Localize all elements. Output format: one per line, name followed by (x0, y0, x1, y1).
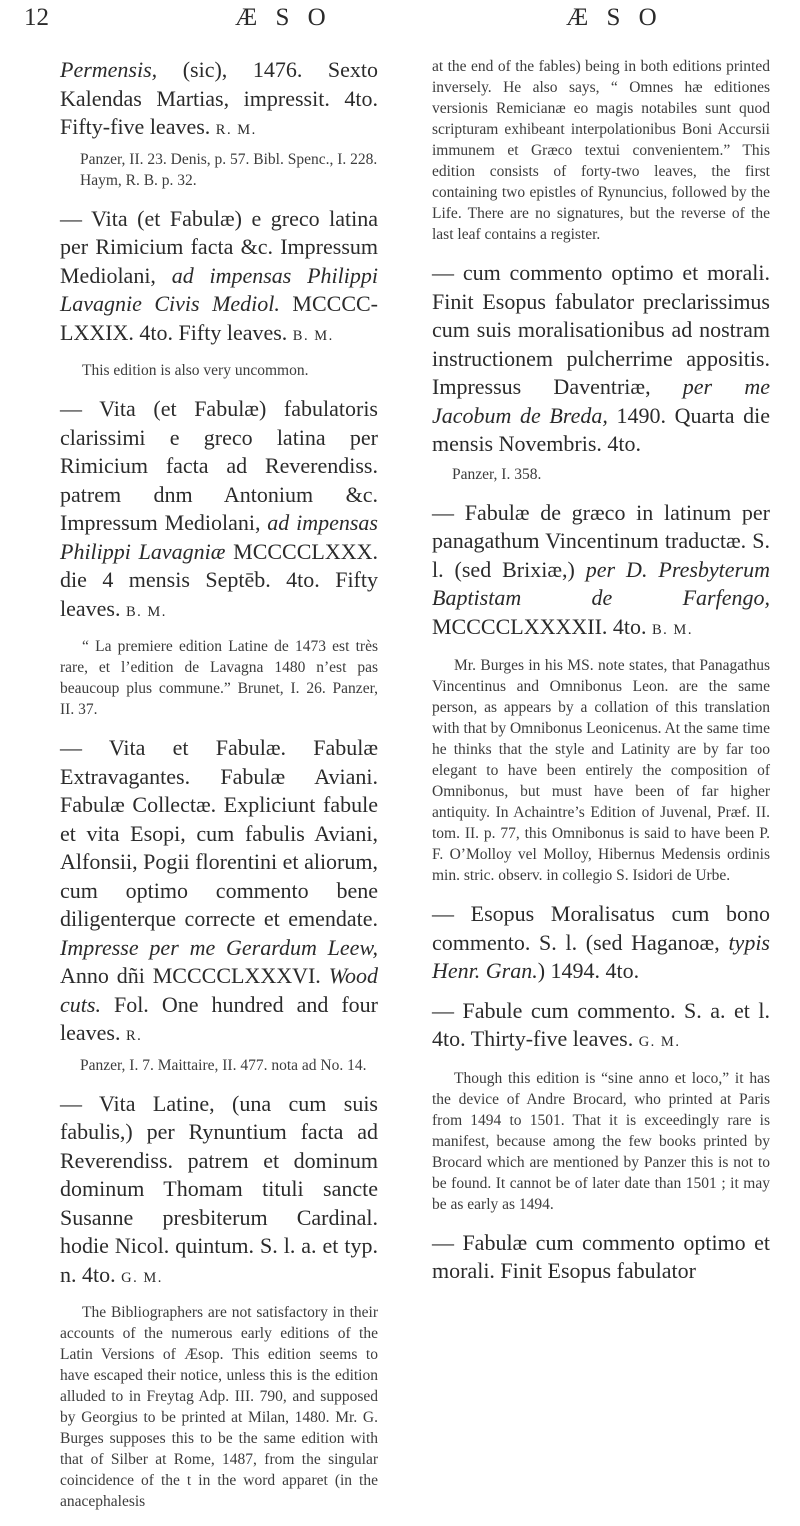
entry-printer: typis Henr. Gran. (432, 929, 770, 983)
library-mark: B. M. (652, 621, 693, 638)
entry-permensis (60, 56, 378, 145)
entry-text: — Fabule cum commento. S. a. et l. 4to. Thirty-five leaves. (432, 997, 770, 1051)
entry-text: — cum commento optimo et morali. Finit Esopus fabulator preclarissimus cum suis moralisationibus ad nostram instructionem pulcherrime appositis. Impressus Daventriæ, (432, 260, 770, 399)
entry-printer: Impresse per me Gerardum Leew, (60, 934, 378, 960)
entry-text-tail: Fol. One hundred and four leaves. (60, 991, 378, 1045)
entry-text-tail: MCCCCLXXXXII. 4to. (432, 613, 653, 639)
entry-fabulae-panagathum-1492 (432, 499, 770, 645)
entry-printer: per me Jacobum de Breda, (432, 374, 770, 428)
entry-text: — Fabulæ cum commento optimo et morali. Finit Esopus fabulator (432, 1229, 770, 1283)
entry-text: (sic), 1476. Sexto Kalendas Martias, impressit. 4to. Fifty-five leaves. (60, 57, 378, 139)
left-column (60, 56, 378, 1526)
entry-text: — Vita Latine, (una cum suis fabulis,) per Rynuntium facta ad Reverendiss. patrem et dominum dominum Thomam tituli sancte Susanne presbiterum Cardinal. hodie Nicol. quintum. S. l. a. et typ. n. 4to. (60, 1090, 378, 1287)
entry-text-tail: MCCCCLXXX. die 4 mensis Septēb. 4to. Fifty leaves. (60, 538, 378, 621)
entry-text-tail: MCCCC-LXXIX. 4to. Fifty leaves. (60, 291, 378, 345)
entry-vita-rimicium-1480 (60, 395, 378, 626)
bibliographic-references: Panzer, II. 23. Denis, p. 57. Bibl. Spenc., I. 228. Haym, R. B. p. 32. (80, 150, 378, 189)
library-mark: R. (125, 1028, 143, 1044)
entry-note: “ La premiere edition Latine de 1473 est très rare, et l’edition de Lavagna 1480 n’est pas beaucoup plus commune.” Brunet, I. 26. Panzer, II. 37. (60, 638, 378, 718)
right-column (432, 56, 770, 1297)
entry-commento-daventriae-1490 (432, 259, 770, 459)
entry-printer: per D. Presbyterum Baptistam de Farfengo, (432, 556, 770, 610)
entry-text: — Vita (et Fabulæ) e greco latina per Rimicium facta &c. Impressum Mediolani, (60, 205, 378, 288)
library-mark: G. M. (121, 1269, 163, 1286)
entry-text: — Vita (et Fabulæ) fabulatoris clarissimi e greco latina per Rimicium facta ad Reverendiss. patrem dnm Antonium &c. Impressum Mediolani, (60, 396, 378, 535)
library-mark: B. M. (292, 327, 334, 344)
running-head (0, 4, 800, 54)
entry-text: — Esopus Moralisatus cum bono commento. S. l. (sed Haganoæ, (432, 901, 770, 955)
library-mark: G. M. (638, 1034, 681, 1050)
entry-text-mid: Anno dñi MCCCCLXXXVI. (60, 963, 329, 988)
library-mark: B. M. (125, 603, 167, 620)
entry-text-tail: 1490. Quarta die mensis Novembris. 4to. (432, 402, 770, 456)
entry-text: — Fabulæ de græco in latinum per panagathum Vincentinum traductæ. S. l. (sed Brixiæ,) (432, 499, 770, 582)
entry-vita-rynuntium (60, 1090, 378, 1293)
entry-note: This edition is also very uncommon. (82, 362, 309, 379)
entry-vita-rimicium-1479 (60, 205, 378, 351)
entry-title: Permensis, (60, 57, 158, 82)
entry-fabulae-commento-optimo (432, 1229, 770, 1286)
running-title-left: Æ S O (235, 4, 332, 31)
entry-printer: ad impensas Philippi Lavagnie Civis Mediol. (60, 262, 378, 316)
entry-vita-leew-1486 (60, 734, 378, 1051)
bibliographic-references: Panzer, I. 7. Maittaire, II. 477. nota ad No. 14. (80, 1056, 367, 1074)
entry-esopus-moralisatus-1494 (432, 900, 770, 986)
entry-note: Mr. Burges in his MS. note states, that Panagathus Vincentinus and Omnibonus Leon. are the same person, as appears by a collation of this translation with that by Omnibonus Leonicenus. At the same time he thinks that the style and Latinity are by far too elegant to have been entirely the composition of Omnibonus, but must have been of far higher antiquity. In Achaintre’s Edition of Juvenal, Præf. II. tom. II. p. 77, this Omnibonus is said to have been P. F. O’Molloy vel Molloy, Hibernus Medensis ordinis min. stric. observ. in collegio S. Isidori de Urbe. (432, 657, 770, 884)
page-number: 12 (24, 4, 49, 31)
entry-illustration-note: Wood cuts. (60, 963, 378, 1017)
entry-fabule-cum-commento (432, 997, 770, 1057)
bibliographic-references: Panzer, I. 358. (452, 465, 542, 483)
entry-note: The Bibliographers are not satisfactory in their accounts of the numerous early editions of the Latin Versions of Æsop. This edition seems to have escaped their notice, unless this is the edition alluded to in Freytag Adp. III. 790, and supposed by Georgius to be printed at Milan, 1480. Mr. G. Burges supposes this to be the same edition with that of Silber at Rome, 1487, from the singular coincidence of the t in the word apparet (in the anacephalesis (60, 1304, 378, 1510)
entry-text-tail: ) 1494. 4to. (537, 958, 640, 983)
entry-printer: ad impensas Philippi Lavagniæ (60, 510, 378, 564)
entry-text: — Vita et Fabulæ. Fabulæ Extravagantes. Fabulæ Aviani. Fabulæ Collectæ. Expliciunt fabule et vita Esopi, cum fabulis Aviani, Alfonsii, Pogii florentini et aliorum, cum optimo commento bene diligenterque correcte et emendate. (60, 735, 378, 931)
running-title-right: Æ S O (566, 4, 663, 31)
entry-note: Though this edition is “sine anno et loco,” it has the device of Andre Brocard, who printed at Paris from 1494 to 1501. That it is exceedingly rare is manifest, because among the few books printed by Brocard which are mentioned by Panzer this is not to be found. It cannot be of later date than 1501 ; it may be as early as 1494. (432, 1069, 770, 1213)
entry-note-continued: at the end of the fables) being in both editions printed inversely. He also says, “ Omnes hæ editiones versionis Remicianæ eo magis notabiles sunt quod scripturam exhibeant interpolationibus Boni Accursii immunem et Græco textui convenientem.” This edition consists of forty-two leaves, the first containing two epistles of Rynuncius, followed by the Life. There are no signatures, but the reverse of the last leaf contains a register. (432, 58, 770, 243)
library-mark: R. M. (215, 122, 257, 138)
